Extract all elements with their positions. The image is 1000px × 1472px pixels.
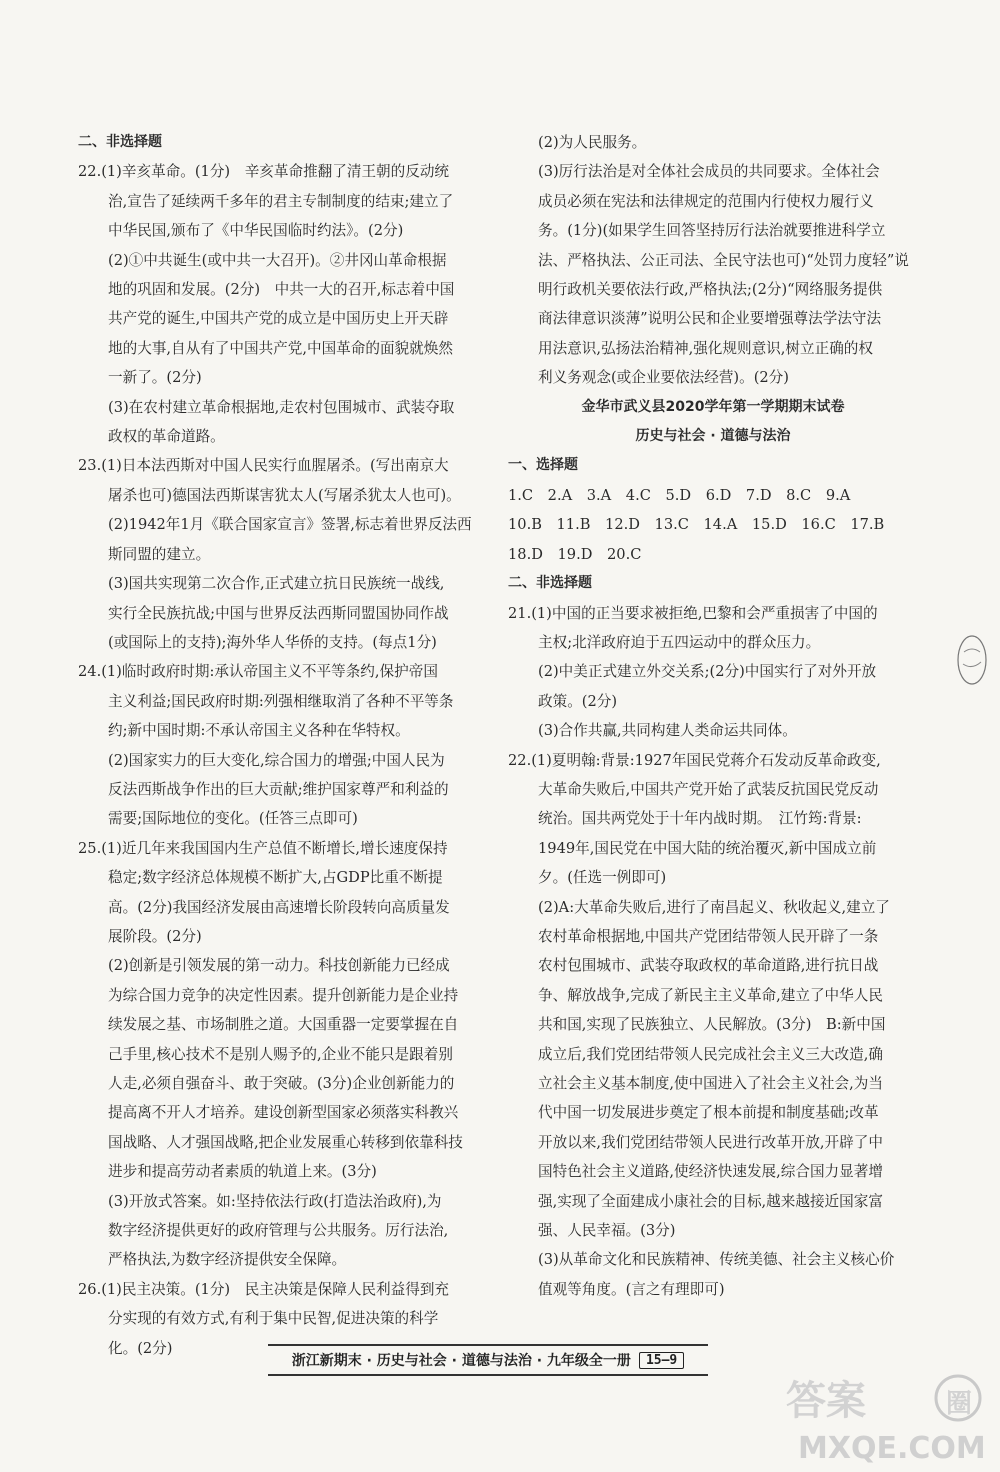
text-line: (3)从革命文化和民族精神、传统美德、社会主义核心价: [538, 1251, 895, 1269]
section-heading: 一、选择题: [508, 457, 578, 474]
text-line: 实行全民族抗战;中国与世界反法西斯同盟国协同作战: [108, 604, 449, 622]
text-line: (2)创新是引领发展的第一动力。科技创新能力已经成: [108, 957, 450, 975]
footer-banner-text: 浙江新期末 · 历史与社会 · 道德与法治 · 九年级全一册: [291, 1353, 631, 1369]
text-line: 治,宣告了延续两千多年的君主专制制度的结束;建立了: [108, 192, 454, 210]
text-line: (或国际上的支持);海外华人华侨的支持。(每点1分): [108, 633, 437, 651]
text-line: 中华民国,颁布了《中华民国临时约法》。(2分): [108, 222, 404, 240]
text-line: 反法西斯战争作出的巨大贡献;维护国家尊严和利益的: [108, 780, 449, 798]
watermark-text: MXQE.COM: [798, 1431, 986, 1466]
text-line: 强、人民幸福。(3分): [538, 1222, 676, 1240]
text-line: 夕。(任选一例即可): [538, 869, 667, 887]
text-line: (3)国共实现第二次合作,正式建立抗日民族统一战线,: [108, 575, 445, 593]
section-heading: 二、非选择题: [508, 575, 592, 592]
text-line: 为综合国力竞争的决定性因素。提升创新能力是企业持: [108, 986, 459, 1004]
text-line: 国战略、人才强国战略,把企业发展重心转移到依靠科技: [108, 1133, 463, 1151]
watermark-logo: [778, 1368, 988, 1472]
question-line: 1.C 2.A 3.A 4.C 5.D 6.D 7.D 8.C 9.A: [508, 486, 851, 504]
text-line: 展阶段。(2分): [108, 927, 202, 945]
text-line: 利义务观念(或企业要依法经营)。(2分): [538, 369, 789, 387]
question-line: 22.(1)辛亥革命。(1分) 辛亥革命推翻了清王朝的反动统: [78, 163, 450, 181]
question-line: 25.(1)近几年来我国国内生产总值不断增长,增长速度保持: [78, 839, 448, 857]
text-line: 进步和提高劳动者素质的轨道上来。(3分): [108, 1163, 377, 1181]
text-line: 统治。国共两党处于十年内战时期。 江竹筠:背景:: [538, 810, 862, 828]
right-column: [508, 128, 918, 1304]
text-line: 主权;北洋政府迫于五四运动中的群众压力。: [538, 633, 821, 651]
text-line: 数字经济提供更好的政府管理与公共服务。厉行法治,: [108, 1222, 449, 1240]
text-line: 地的巩固和发展。(2分) 中共一大的召开,标志着中国: [108, 281, 455, 299]
text-line: 稳定;数字经济总体规模不断扩大,占GDP比重不断提: [108, 869, 443, 887]
text-line: 国特色社会主义道路,使经济快速发展,综合国力显著增: [538, 1163, 883, 1181]
text-line: (2)A:大革命失败后,进行了南昌起义、秋收起义,建立了: [538, 898, 890, 916]
text-line: (3)厉行法治是对全体社会成员的共同要求。全体社会: [538, 163, 880, 181]
exam-title: 金华市武义县2020学年第一学期期末试卷: [581, 398, 845, 415]
text-line: 共产党的诞生,中国共产党的成立是中国历史上开天辟: [108, 310, 449, 328]
text-line: 地的大事,自从有了中国共产党,中国革命的面貌就焕然: [108, 339, 453, 357]
text-line: 立社会主义基本制度,使中国进入了社会主义社会,为当: [538, 1075, 883, 1092]
question-line: 22.(1)夏明翰:背景:1927年国民党蒋介石发动反革命政变,: [508, 751, 881, 769]
text-line: 值观等角度。(言之有理即可): [538, 1280, 725, 1298]
text-line: 人走,必须自强奋斗、敢于突破。(3分)企业创新能力的: [108, 1075, 455, 1092]
text-line: 农村包围城市、武装夺取政权的革命道路,进行抗日战: [538, 957, 879, 975]
text-line: 斯同盟的建立。: [108, 545, 211, 563]
text-line: 分实现的有效方式,有利于集中民智,促进决策的科学: [108, 1310, 439, 1328]
text-line: 一新了。(2分): [108, 369, 202, 387]
text-line: (2)为人民服务。: [538, 134, 647, 151]
text-line: 屠杀也可)德国法西斯谋害犹太人(写屠杀犹太人也可)。: [108, 486, 461, 504]
text-line: (2)中美正式建立外交关系;(2分)中国实行了对外开放: [538, 663, 877, 681]
question-line: 21.(1)中国的正当要求被拒绝,巴黎和会严重损害了中国的: [508, 604, 878, 622]
question-line: 23.(1)日本法西斯对中国人民实行血腥屠杀。(写出南京大: [78, 457, 449, 475]
text-line: 法、严格执法、公正司法、全民守法也可)“处罚力度轻”说: [538, 251, 909, 269]
text-line: 约;新中国时期:不承认帝国主义各种在华特权。: [108, 722, 410, 740]
text-line: (3)在农村建立革命根据地,走农村包围城市、武装夺取: [108, 398, 455, 416]
page-number: 15—9: [639, 1352, 684, 1369]
text-line: 高。(2分)我国经济发展由高速增长阶段转向高质量发: [108, 898, 450, 916]
text-line: 1949年,国民党在中国大陆的统治覆灭,新中国成立前: [538, 839, 877, 857]
exam-title: 历史与社会 · 道德与法治: [635, 428, 791, 445]
text-line: 大革命失败后,中国共产党开始了武装反抗国民党反动: [538, 780, 879, 798]
left-column: [78, 128, 483, 1363]
text-line: (2)1942年1月《联合国家宣言》签署,标志着世界反法西: [108, 516, 472, 534]
text-line: 政权的革命道路。: [108, 428, 225, 446]
text-line: 用法意识,弘扬法治精神,强化规则意识,树立正确的权: [538, 339, 873, 357]
footer-banner: [268, 1344, 708, 1376]
text-line: 成立后,我们党团结带领人民完成社会主义三大改造,确: [538, 1045, 883, 1063]
question-line: 26.(1)民主决策。(1分) 民主决策是保障人民利益得到充: [78, 1280, 450, 1298]
text-line: 明行政机关要依法行政,严格执法;(2分)“网络服务提供: [538, 281, 883, 299]
margin-stamp-icon: [956, 632, 992, 692]
text-line: 成员必须在宪法和法律规定的范围内行使权力履行义: [538, 192, 874, 210]
text-line: 代中国一切发展进步奠定了根本前提和制度基础;改革: [538, 1104, 879, 1122]
text-line: 需要;国际地位的变化。(任答三点即可): [108, 810, 358, 828]
text-line: 务。(1分)(如果学生回答坚持厉行法治就要推进科学立: [538, 222, 886, 240]
text-line: 争、解放战争,完成了新民主主义革命,建立了中华人民: [538, 986, 883, 1004]
text-line: 主义利益;国民政府时期:列强相继取消了各种不平等条: [108, 692, 454, 710]
section-heading: 二、非选择题: [78, 134, 162, 150]
text-line: (2)①中共诞生(或中共一大召开)。②井冈山革命根据: [108, 251, 447, 269]
svg-text:答案: 答案: [786, 1378, 866, 1424]
text-line: (3)开放式答案。如:坚持依法行政(打造法治政府),为: [108, 1192, 442, 1210]
text-line: 开放以来,我们党团结带领人民进行改革开放,开辟了中: [538, 1133, 883, 1151]
text-line: 共和国,实现了民族独立、人民解放。(3分) B:新中国: [538, 1016, 886, 1034]
text-line: 强,实现了全面建成小康社会的目标,越来越接近国家富: [538, 1192, 883, 1210]
question-line: 18.D 19.D 20.C: [508, 545, 642, 563]
text-line: 商法律意识淡薄”说明公民和企业要增强尊法学法守法: [538, 310, 882, 328]
text-line: 己手里,核心技术不是别人赐予的,企业不能只是跟着别: [108, 1045, 453, 1063]
text-line: 续发展之基、市场制胜之道。大国重器一定要掌握在自: [108, 1016, 459, 1034]
text-line: 严格执法,为数字经济提供安全保障。: [108, 1251, 347, 1269]
question-line: 24.(1)临时政府时期:承认帝国主义不平等条约,保护帝国: [78, 663, 438, 681]
svg-text:圈: 圈: [946, 1389, 973, 1419]
text-line: (2)国家实力的巨大变化,综合国力的增强;中国人民为: [108, 751, 445, 769]
text-line: 农村革命根据地,中国共产党团结带领人民开辟了一条: [538, 927, 879, 945]
text-line: 政策。(2分): [538, 692, 618, 710]
question-line: 10.B 11.B 12.D 13.C 14.A 15.D 16.C 17.B: [508, 516, 885, 534]
text-line: 提高离不开人才培养。建设创新型国家必须落实科教兴: [108, 1104, 459, 1122]
text-line: 化。(2分): [108, 1339, 173, 1357]
text-line: (3)合作共赢,共同构建人类命运共同体。: [538, 722, 797, 740]
